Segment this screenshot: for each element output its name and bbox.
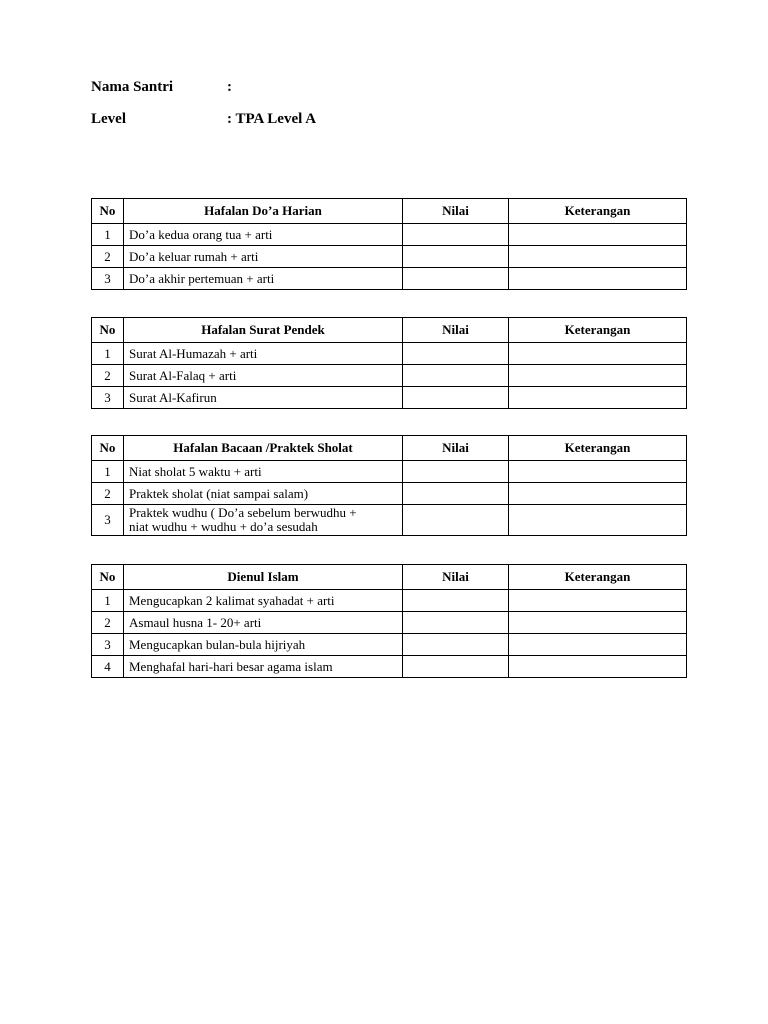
student-name-value: :	[227, 79, 232, 95]
table-row	[92, 224, 687, 246]
row-item: Asmaul husna 1- 20+ arti	[124, 612, 403, 634]
row-item: Menghafal hari-hari besar agama islam	[124, 656, 403, 678]
row-number: 1	[92, 343, 124, 365]
table-hafalan-surat-pendek	[91, 317, 687, 409]
row-number: 2	[92, 483, 124, 505]
row-number: 2	[92, 365, 124, 387]
column-header-nilai: Nilai	[403, 318, 509, 343]
column-header-nilai: Nilai	[403, 565, 509, 590]
column-header-no: No	[92, 199, 124, 224]
row-item: Surat Al-Humazah + arti	[124, 343, 403, 365]
keterangan-cell[interactable]	[509, 505, 687, 536]
row-number: 3	[92, 634, 124, 656]
nilai-cell[interactable]	[403, 268, 509, 290]
row-item: Surat Al-Kafirun	[124, 387, 403, 409]
nilai-cell[interactable]	[403, 365, 509, 387]
column-header-no: No	[92, 318, 124, 343]
nilai-cell[interactable]	[403, 246, 509, 268]
table-header-row	[92, 199, 687, 224]
nilai-cell[interactable]	[403, 483, 509, 505]
keterangan-cell[interactable]	[509, 483, 687, 505]
keterangan-cell[interactable]	[509, 246, 687, 268]
keterangan-cell[interactable]	[509, 461, 687, 483]
table-row	[92, 590, 687, 612]
column-header-keterangan: Keterangan	[509, 318, 687, 343]
column-header-no: No	[92, 436, 124, 461]
row-item: Mengucapkan 2 kalimat syahadat + arti	[124, 590, 403, 612]
row-item: Surat Al-Falaq + arti	[124, 365, 403, 387]
row-item: Do’a keluar rumah + arti	[124, 246, 403, 268]
column-header-keterangan: Keterangan	[509, 436, 687, 461]
nilai-cell[interactable]	[403, 461, 509, 483]
student-name-label: Nama Santri	[91, 79, 174, 95]
level-label: Level	[91, 111, 126, 127]
table-row	[92, 343, 687, 365]
row-item: Mengucapkan bulan-bula hijriyah	[124, 634, 403, 656]
column-header-item: Hafalan Do’a Harian	[124, 199, 403, 224]
nilai-cell[interactable]	[403, 634, 509, 656]
row-number: 4	[92, 656, 124, 678]
column-header-keterangan: Keterangan	[509, 199, 687, 224]
keterangan-cell[interactable]	[509, 268, 687, 290]
row-number: 1	[92, 461, 124, 483]
table-row	[92, 246, 687, 268]
table-row	[92, 656, 687, 678]
keterangan-cell[interactable]	[509, 634, 687, 656]
column-header-item: Hafalan Surat Pendek	[124, 318, 403, 343]
nilai-cell[interactable]	[403, 224, 509, 246]
column-header-item: Dienul Islam	[124, 565, 403, 590]
row-number: 3	[92, 268, 124, 290]
table-row	[92, 505, 687, 536]
row-number: 2	[92, 246, 124, 268]
level-line	[91, 111, 316, 128]
column-header-keterangan: Keterangan	[509, 565, 687, 590]
level-value: : TPA Level A	[227, 111, 317, 127]
table-row	[92, 461, 687, 483]
table-header-row	[92, 565, 687, 590]
row-item: Do’a kedua orang tua + arti	[124, 224, 403, 246]
column-header-nilai: Nilai	[403, 436, 509, 461]
keterangan-cell[interactable]	[509, 656, 687, 678]
row-item-line-1: Praktek wudhu ( Do’a sebelum berwudhu +	[129, 505, 357, 520]
table-hafalan-bacaan-praktek-sholat	[91, 435, 687, 536]
row-item: Praktek sholat (niat sampai salam)	[124, 483, 403, 505]
row-number: 2	[92, 612, 124, 634]
keterangan-cell[interactable]	[509, 590, 687, 612]
row-item: Do’a akhir pertemuan + arti	[124, 268, 403, 290]
table-row	[92, 634, 687, 656]
table-header-row	[92, 436, 687, 461]
row-number: 3	[92, 387, 124, 409]
nilai-cell[interactable]	[403, 387, 509, 409]
table-dienul-islam	[91, 564, 687, 678]
table-row	[92, 268, 687, 290]
keterangan-cell[interactable]	[509, 612, 687, 634]
table-row	[92, 365, 687, 387]
table-header-row	[92, 318, 687, 343]
keterangan-cell[interactable]	[509, 224, 687, 246]
keterangan-cell[interactable]	[509, 365, 687, 387]
column-header-nilai: Nilai	[403, 199, 509, 224]
nilai-cell[interactable]	[403, 343, 509, 365]
keterangan-cell[interactable]	[509, 343, 687, 365]
nilai-cell[interactable]	[403, 505, 509, 536]
row-item: Niat sholat 5 waktu + arti	[124, 461, 403, 483]
row-number: 1	[92, 224, 124, 246]
table-row	[92, 387, 687, 409]
nilai-cell[interactable]	[403, 656, 509, 678]
column-header-item: Hafalan Bacaan /Praktek Sholat	[124, 436, 403, 461]
table-row	[92, 483, 687, 505]
table-row	[92, 612, 687, 634]
nilai-cell[interactable]	[403, 590, 509, 612]
keterangan-cell[interactable]	[509, 387, 687, 409]
nilai-cell[interactable]	[403, 612, 509, 634]
row-number: 3	[92, 505, 124, 536]
table-hafalan-doa-harian	[91, 198, 687, 290]
column-header-no: No	[92, 565, 124, 590]
row-item-line-2: niat wudhu + wudhu + do’a sesudah	[129, 519, 318, 534]
row-item	[124, 505, 403, 536]
row-number: 1	[92, 590, 124, 612]
student-name-line	[91, 79, 232, 96]
